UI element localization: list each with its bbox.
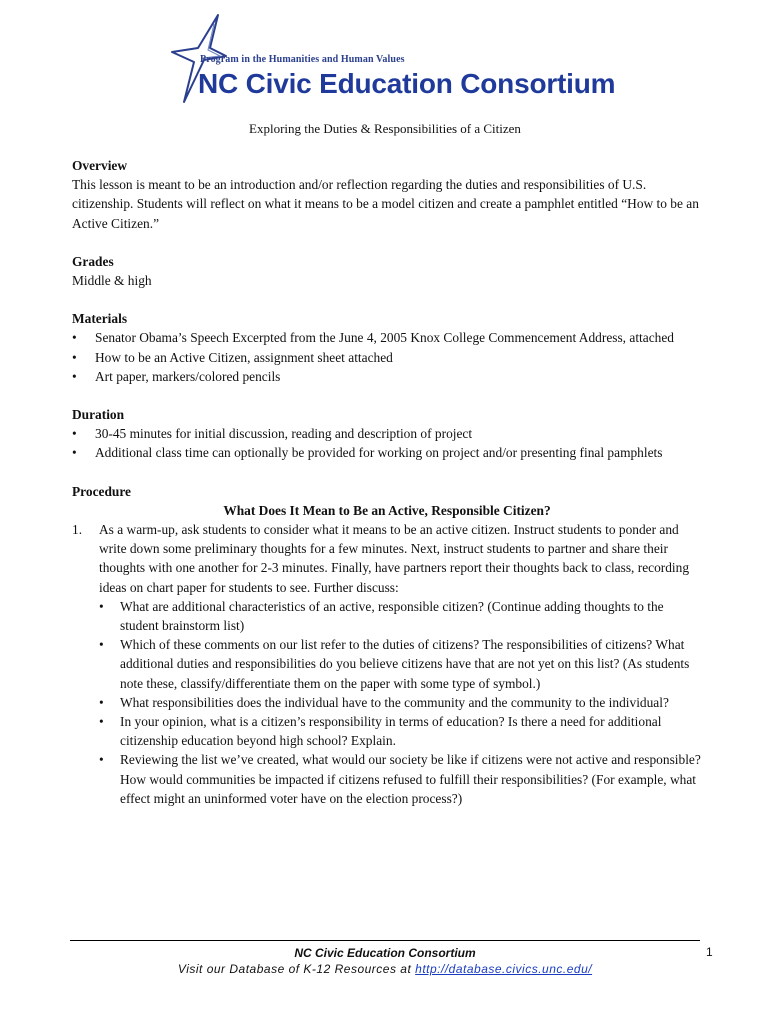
grades-section [72,252,702,290]
consortium-logo [170,10,616,105]
overview-text: This lesson is meant to be an introduction and/or reflection regarding the duties and responsibilities of U.S. citizenship. Students will reflect on what it means to be a model citizen and create a pamphlet entitled “How to be an Active Citizen.” [72,177,699,231]
page-number: 1 [706,945,713,959]
list-item: • What responsibilities does the individual have to the community and the community to the individual? [99,693,702,712]
document-title: Exploring the Duties & Responsibilities of a Citizen [249,121,521,136]
grades-heading: Grades [72,253,114,269]
logo-title: NC Civic Education Consortium [198,68,616,99]
materials-section [72,309,702,386]
list-item: • Reviewing the list we’ve created, what would our society be like if citizens were not active and responsible? How would communities be impacted if citizens refused to fulfill their responsibilities? (For example, what effect might an uninformed voter have on the election process?) [99,750,702,808]
duration-heading: Duration [72,407,125,423]
discussion-questions [99,597,702,808]
materials-heading: Materials [72,311,128,327]
duration-section [72,405,702,463]
list-item: • 30-45 minutes for initial discussion, reading and description of project [72,424,702,443]
procedure-section [72,482,702,808]
footer-visit-text: Visit our Database of K-12 Resources at [177,962,416,976]
duration-list [72,424,702,462]
footer-org: NC Civic Education Consortium [294,946,476,960]
overview-heading: Overview [72,158,128,173]
procedure-step [72,520,702,808]
logo-tagline: Program in the Humanities and Human Values [200,54,405,65]
grades-text: Middle & high [72,273,152,289]
step-number: 1. [72,522,83,538]
list-item: • How to be an Active Citizen, assignment sheet attached [72,348,702,367]
list-item: • Which of these comments on our list refer to the duties of citizens? The responsibilities of citizens? What additional duties and responsibilities do you believe citizens have that are not yet on this list? (As students note these, classify/differentiate them on the paper with some type of symbol.) [99,635,702,693]
list-item: • Senator Obama’s Speech Excerpted from the June 4, 2005 Knox College Commencement Address, attached [72,328,702,347]
footer-divider [70,940,700,941]
materials-list [72,328,702,386]
procedure-heading: Procedure [72,483,132,499]
page-footer [70,945,700,977]
procedure-subtitle: What Does It Mean to Be an Active, Responsible Citizen? [223,502,551,518]
footer-visit-line [70,961,700,977]
document-body [72,156,702,808]
list-item: • Additional class time can optionally be provided for working on project and/or presenting final pamphlets [72,443,702,462]
overview-section [72,156,702,233]
list-item: • Art paper, markers/colored pencils [72,367,702,386]
step-text: As a warm-up, ask students to consider what it means to be an active citizen. Instruct students to ponder and write down some preliminary thoughts for a few minutes. Next, instruct students to partner and share their thoughts with one another for 2-3 minutes. Finally, have partners report their thoughts back to class, recording ideas on chart paper for students to see. Further discuss: [99,522,690,595]
list-item: • In your opinion, what is a citizen’s responsibility in terms of education? Is there a need for additional citizenship education beyond high school? Explain. [99,712,702,750]
list-item: • What are additional characteristics of an active, responsible citizen? (Continue adding thoughts to the student brainstorm list) [99,597,702,635]
database-link[interactable]: http://database.civics.unc.edu/ [415,962,593,976]
